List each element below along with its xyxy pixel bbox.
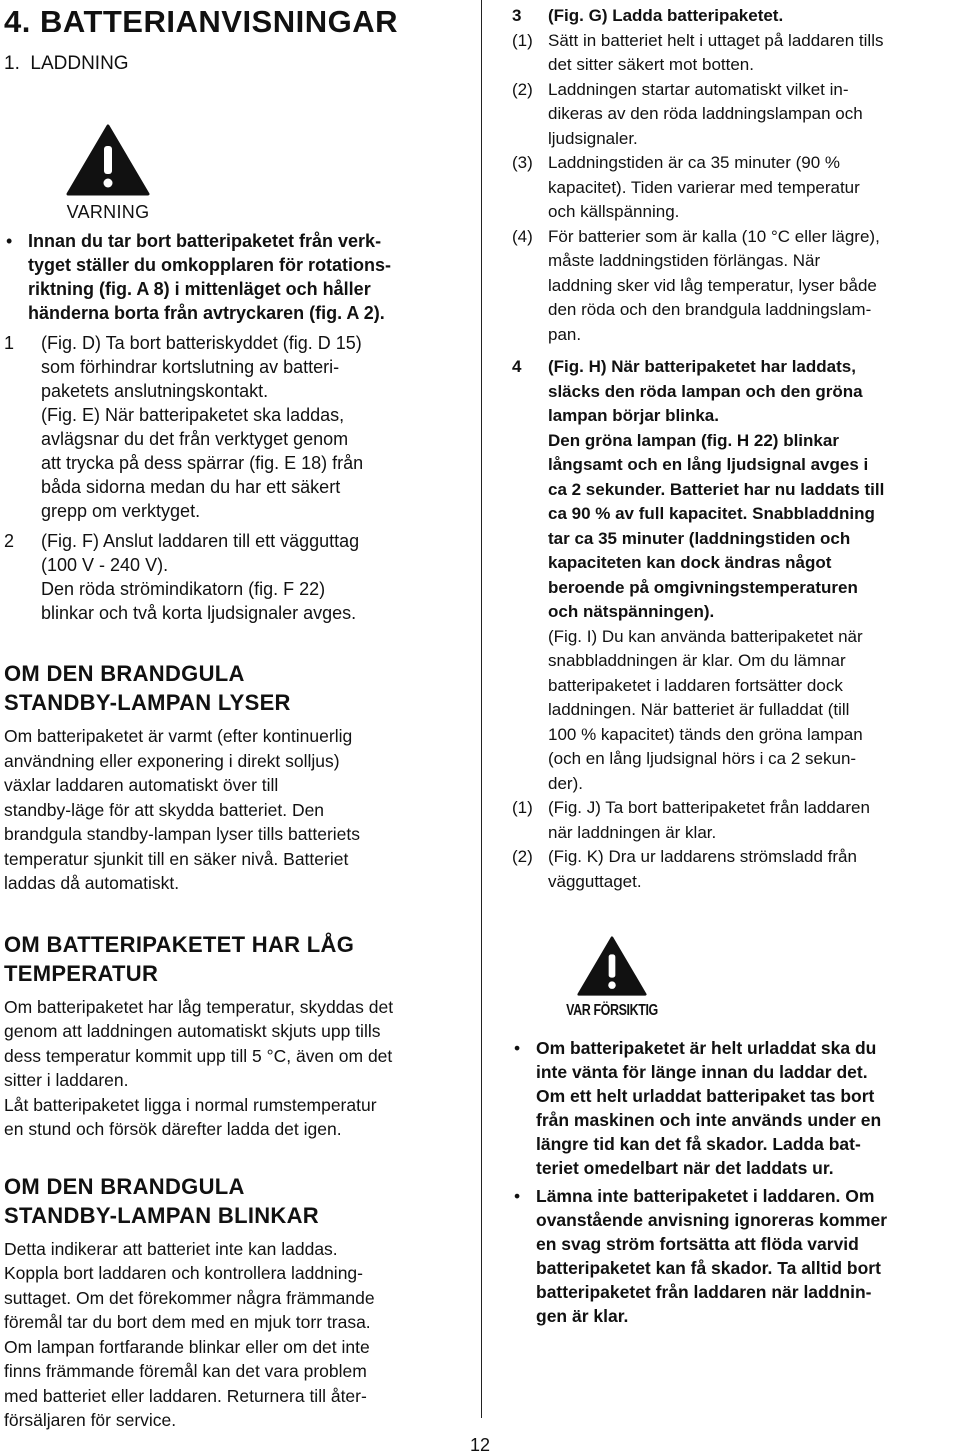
step-4-sub-2-text: (Fig. K) Dra ur laddarens strömsladd från vägguttaget. [548,847,857,891]
caution-block [522,936,702,1020]
step-3-sub-2-text: Laddningen startar automatiskt vilket in- dikeras av den röda laddningslampan och ljudsignaler. [548,79,863,148]
warning-bullet [4,229,466,325]
step-2 [4,529,466,625]
step-3-number: 3 [512,6,522,25]
step-4-sub-2-number: (2) [512,847,533,866]
section-orange-lyser-title: OM DEN BRANDGULA STANDBY-LAMPAN LYSER [4,661,291,715]
step-4-sub-1-number: (1) [512,798,533,817]
step-3 [512,4,958,29]
step-3-sub-4 [512,225,958,348]
step-3-sub-3-number: (3) [512,153,533,172]
caution-bullet-1 [512,1036,958,1180]
section-low-temp-title: OM BATTERIPAKETET HAR LÅG TEMPERATUR [4,931,355,986]
warning-block [18,124,198,223]
caution-bullet-2 [512,1184,958,1328]
page-number: 12 [470,1435,491,1455]
warning-bullet-text: Innan du tar bort batteripaketet från verk- tyget ställer du omkopplaren för rotations- riktning (fig. A 8) i mittenläget och håller händerna borta från avtryckaren (fig. A 2). [28,231,392,323]
step-3-sub-1-number: (1) [512,30,533,50]
caution-bullet-2-text: Lämna inte batteripaketet i laddaren. Om ovanstående anvisning ignoreras kommer en svag ström fortsätta att flöda varvid batteripaketet kan få skador. Ta alltid bort batteripaketet från laddaren när laddnin- gen är klar. [536,1186,888,1326]
caution-bullet-1-text: Om batteripaketet är helt urladdat ska du inte vänta för länge innan du laddar det. Om ett helt urladdat batteripaket tas bort från maskinen och inte används under en längre tid kan det få skador. Ladda bat- teriet omedelbart när det laddats ur. [536,1038,882,1178]
step-1-number: 1 [4,333,15,353]
step-4 [512,355,958,625]
step-3-sub-4-number: (4) [512,226,533,246]
section-orange-blink-title: OM DEN BRANDGULA STANDBY-LAMPAN BLINKAR [4,1173,319,1228]
right-column [512,4,958,1328]
section-low-temp-text-1: Om batteripaketet har låg temperatur, skyddas det genom att laddningen automatiskt skjuts upp tills dess temperatur kommit upp till 5 °C, även om det sitter i laddaren. [4,996,394,1090]
section-title: 1. LADDNING [4,53,129,74]
step-4-sub-1-text: (Fig. J) Ta bort batteripaketet från laddaren när laddningen är klar. [548,798,870,842]
step-3-sub-1 [512,29,958,78]
page-title: 4. BATTERIANVISNINGAR [4,4,399,39]
caution-triangle-icon [576,936,648,996]
caution-label: VAR FÖRSIKTIG [566,1002,658,1019]
step-4-number: 4 [512,357,522,376]
column-divider [481,0,482,1418]
left-column [4,4,466,1433]
step-3-sub-2 [512,78,958,152]
step-1-text: (Fig. D) Ta bort batteriskyddet (fig. D 15) som förhindrar kortslutning av batteri- paketets anslutningskontakt. (Fig. E) När batteripaketet ska laddas, avlägsnar du det från verktyget genom att trycka på dess spärrar (fig. E 18) från båda sidorna medan du har ett säkert grepp om verktyget. [41,333,364,521]
step-4-sub-2 [512,845,958,894]
warning-triangle-icon [66,124,150,196]
step-3-title: (Fig. G) Ladda batteripaketet. [548,6,784,25]
step-4-continued [512,625,958,797]
step-4-bold-text: (Fig. H) När batteripaketet har laddats, släcks den röda lampan och den gröna lampan börjar blinka. Den gröna lampan (fig. H 22) blinkar långsamt och en lång ljudsignal avges i ca 2 sekunder. Batteriet har nu laddats till ca 90 % av full kapacitet. Snabbladdning tar ca 35 minuter (laddningstiden och kapaciteten kan dock ändras något beroende på omgivningstemperaturen och nätspänningen). [548,357,885,621]
step-3-sub-3 [512,151,958,225]
step-4-normal-text: (Fig. I) Du kan använda batteripaketet när snabbladdningen är klar. Om du lämnar batteripaketet i laddaren fortsätter dock laddningen. När batteriet är fulladdat (till 100 % kapacitet) tänds den gröna lampan (och en lång ljudsignal hörs i ca 2 sekun- der). [548,626,863,793]
step-3-sub-2-number: (2) [512,79,533,99]
step-4-sub-1 [512,796,958,845]
section-low-temp-text-2: Låt batteripaketet ligga i normal rumstemperatur en stund och försök därefter ladda det igen. [4,1094,377,1139]
step-1 [4,331,466,523]
section-orange-blink-text: Detta indikerar att batteriet inte kan laddas. Koppla bort laddaren och kontrollera laddning- suttaget. Om det förekommer några främmande föremål tar du bort dem med en mjuk torr trasa. Om lampan fortfarande blinkar eller om det inte finns främmande föremål kan det vara problem med batteriet eller laddaren. Returnera till åter- försäljaren för service. [4,1238,375,1430]
section-orange-lyser-text: Om batteripaketet är varmt (efter kontinuerlig användning eller exponering i direkt solljus) växlar laddaren automatiskt över till standby-läge för att skydda batteriet. Den brandgula standby-lampan lyser tills batteriets temperatur sjunkit till en säker nivå. Batteriet laddas då automatiskt. [4,726,361,893]
step-3-sub-4-text: För batterier som är kalla (10 °C eller lägre), måste laddningstiden förlängas. När laddning sker vid låg temperatur, lyser både den röda och den brandgula laddningslam- pan. [548,226,880,344]
step-2-number: 2 [4,531,15,551]
warning-label: VARNING [66,202,150,222]
step-2-text: (Fig. F) Anslut laddaren till ett vägguttag (100 V - 240 V). Den röda strömindikatorn (fig. F 22) blinkar och två korta ljudsignaler avges. [41,531,360,623]
step-3-sub-3-text: Laddningstiden är ca 35 minuter (90 % kapacitet). Tiden varierar med temperatur och källspänning. [548,153,860,221]
step-3-sub-1-text: Sätt in batteriet helt i uttaget på laddaren tills det sitter säkert mot botten. [548,30,884,74]
